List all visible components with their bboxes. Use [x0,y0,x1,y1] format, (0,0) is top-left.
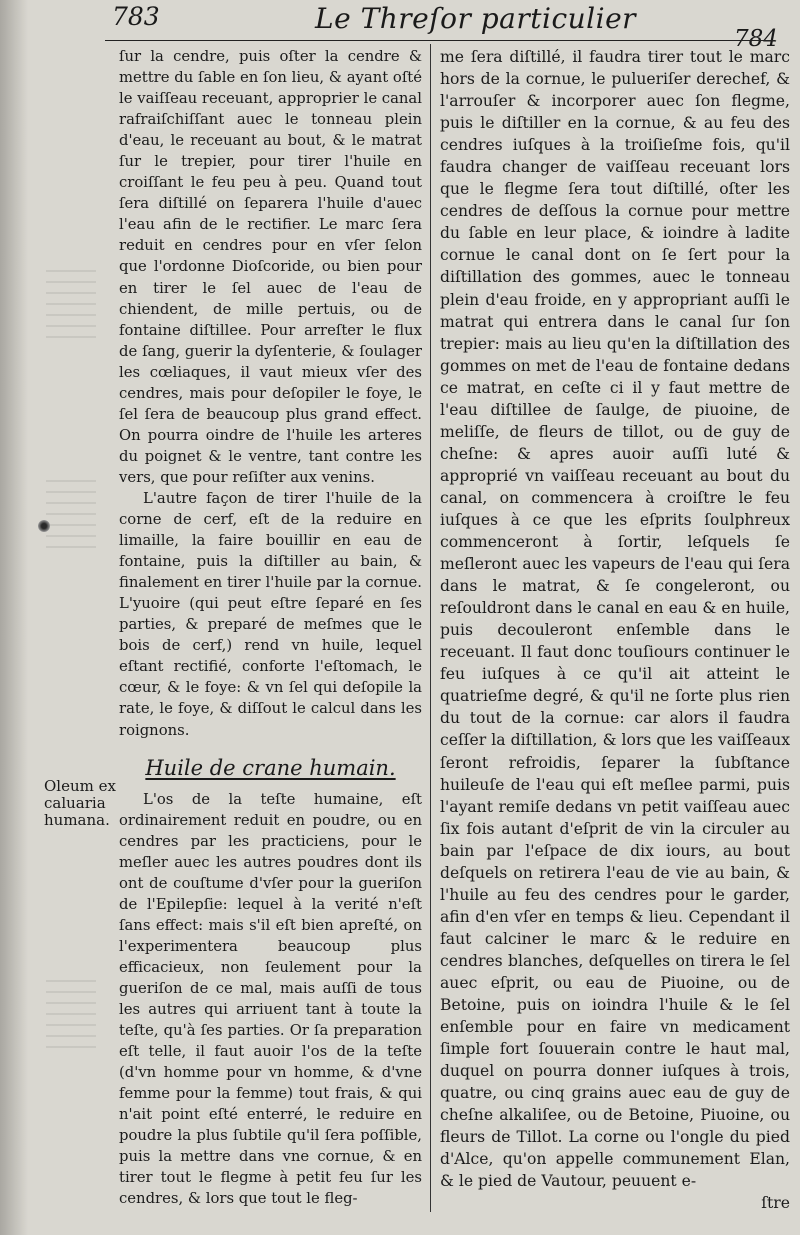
show-through-bleed [46,480,96,550]
header-rule [105,40,775,41]
margin-note-line: humana. [44,811,110,829]
catchword: ſtre [761,1194,790,1213]
body-paragraph: L'autre façon de tirer l'huile de la corne de cerf, eſt de la reduire en limaille, la faire bouillir en eau de fontaine, puis la diſtiller au bain, & finalement en tirer l'huile par la cornue. L'yuoire (qui peut eſtre ſeparé en ſes parties, & preparé de meſmes que le bois de cerf,) rend vn huile, lequel eſtant rectifié, conforte l'eſtomach, le cœur, & le foye: & vn ſel qui deſopile la rate, le foye, & diſſout le calcul dans les roignons. [119,489,422,739]
body-paragraph: L'os de la teſte humaine, eſt ordinairement reduit en poudre, ou en cendres par les practiciens, pour le meſler auec les autres poudres dont ils ont de couſtume d'vſer pour la gueriſon de l'Epilepſie: lequel à la verité n'eſt ſans effect: mais s'il eſt bien apreſté, on l'experimentera beaucoup plus efficacieux, non ſeulement pour la gueriſon de ce mal, mais auſſi de tous les autres qui arriuent tant à toute la teſte, qu'à ſes parties. Or ſa preparation eſt telle, il faut auoir l'os de la teſte (d'vn homme pour vn homme, & d'vne femme pour la femme) tout frais, & qui n'ait point eſté enterré, le reduire en poudre la plus ſubtile qu'il ſera poſſible, puis la mettre dans vne cornue, & en tirer tout le flegme à petit feu ſur les cendres, & lors que tout le fleg- [119,790,422,1208]
right-page-number: 784 [734,26,778,52]
column-divider [430,44,431,1212]
body-paragraph: me ſera diſtillé, il faudra tirer tout le marc hors de la cornue, le pulueriſer derechef, & l'arrouſer & incorporer auec ſon flegme, puis le diſtiller en la cornue, & au feu des cendres iuſques à la troiſieſme fois, qu'il faudra changer de vaiſſeau receuant lors que le flegme ſera tout diſtillé, oſter les cendres de deſſous la cornue pour mettre du ſable en leur place, & ioindre à ladite cornue le canal dont on ſe ſert pour la diſtillation des gommes, auec le tonneau plein d'eau froide, en y appropriant auſſi le matrat qui entrera dans le canal ſur ſon trepier: mais au lieu qu'en la diſtillation des gommes on met de l'eau de fontaine dedans ce matrat, en ceſte ci il y faut mettre de l'eau diſtillee de ſaulge, de piuoine, de meliſſe, de fleurs de tillot, ou de guy de cheſne: & apres auoir auſſi luté & approprié vn vaiſſeau receuant au bout du canal, on commencera à croiſtre le feu iuſques à ce que les eſprits ſoulphreux commenceront à ſortir, leſquels ſe meſleront auec les vapeurs de l'eau qui ſera dans le matrat, & ſe congeleront, ou reſouldront dans le canal en eau & en huile, puis decouleront enſemble dans le receuant. Il faut donc touſiours continuer le feu iuſques à ce qu'il ait atteint le quatrieſme degré, & qu'il ne ſorte plus rien du tout de la cornue: car alors il faudra ceſſer la diſtillation, & lors que les vaiſſeaux ſeront refroidis, ſeparer la ſubſtance huileuſe de l'eau qui eſt meſlee parmi, puis l'ayant remiſe dedans vn petit vaiſſeau auec ſix fois autant d'eſprit de vin la circuler au bain par l'eſpace de dix iours, au bout deſquels on retirera l'eau de vie au bain, & l'huile au feu des cendres pour le garder, afin d'en vſer en temps & lieu. Cependant il faut calciner le marc & le reduire en cendres blanches, deſquelles on tirera le ſel auec eſprit, ou eau de Piuoine, ou de Betoine, puis on ioindra l'huile & le ſel enſemble pour en faire vn medicament ſimple fort ſouuerain contre le haut mal, duquel on pourra donner iuſques à trois, quatre, ou cinq grains auec eau de guy de cheſne alkaliſee, ou de Betoine, Piuoine, ou fleurs de Tillot. La corne ou l'ongle du pied d'Alce, qu'on appelle communement Elan, & le pied de Vautour, peuuent e- [440,48,790,1191]
margin-note-line: Oleum ex [44,777,116,795]
margin-note-line: caluaria [44,794,106,812]
section-heading: Huile de crane humain. [145,755,396,780]
running-title: Le Threſor particulier [315,2,637,35]
ink-smudge [38,520,50,532]
show-through-bleed [46,270,96,340]
left-page-number: 783 [112,2,160,31]
left-text-column [119,46,422,1209]
right-text-column [440,46,790,1214]
body-paragraph: ſur la cendre, puis oſter la cendre & mettre du ſable en ſon lieu, & ayant oſté le vaiſſeau receuant, approprier le canal rafraiſchiſſant auec le tonneau plein d'eau, le receuant au bout, & le matrat ſur le trepier, pour tirer l'huile en croiſſant le feu peu à peu. Quand tout ſera diſtillé on ſeparera l'huile d'auec l'eau afin de le rectifier. Le marc ſera reduit en cendres pour en vſer ſelon que l'ordonne Dioſcoride, ou bien pour en tirer le ſel auec de l'eau de chiendent, de mille pertuis, ou de fontaine diſtillee. Pour arreſter le flux de ſang, guerir la dyſenterie, & ſoulager les cœliaques, il vaut mieux vſer des cendres, mais pour deſopiler le foye, le ſel ſera de beaucoup plus grand effect. On pourra oindre de l'huile les arteres du poignet & le ventre, tant contre les vers, que pour reſiſter aux venins. [119,48,422,486]
show-through-bleed [46,980,96,1050]
margin-note [44,778,124,829]
